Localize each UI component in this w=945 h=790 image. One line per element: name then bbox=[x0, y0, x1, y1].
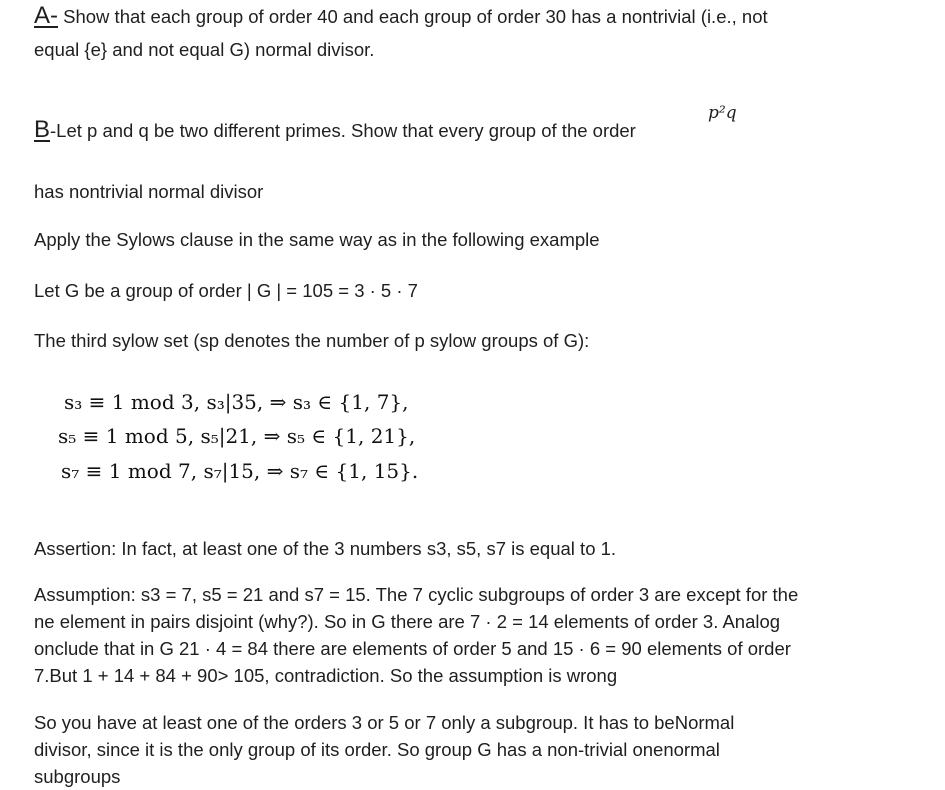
assumption-line-3: onclude that in G 21 · 4 = 84 there are elements of order 5 and 15 · 6 = 90 elements of order bbox=[34, 638, 791, 659]
math-line-s7: s₇ ≡ 1 mod 7, s₇|15, ⇒ s₇ ∈ {1, 15}. bbox=[61, 459, 419, 483]
example-line: Let G be a group of order | G | = 105 = 3 · 5 · 7 bbox=[34, 280, 418, 301]
part-a-line2: equal {e} and not equal G) normal divisor. bbox=[34, 39, 375, 60]
math-line-s3: s₃ ≡ 1 mod 3, s₃|35, ⇒ s₃ ∈ {1, 7}, bbox=[64, 390, 409, 414]
part-a-line1 bbox=[34, 2, 768, 30]
conclusion-line-2: divisor, since it is the only group of its order. So group G has a non-trivial onenormal bbox=[34, 739, 720, 760]
sylow-intro: The third sylow set (sp denotes the number of p sylow groups of G): bbox=[34, 330, 590, 351]
part-b-line1 bbox=[34, 116, 636, 144]
assumption-line-1: Assumption: s3 = 7, s5 = 21 and s7 = 15. The 7 cyclic subgroups of order 3 are except for the bbox=[34, 584, 799, 605]
order-formula: p²q bbox=[708, 103, 737, 123]
part-b-label: B bbox=[34, 116, 51, 143]
assumption-line-2: ne element in pairs disjoint (why?). So in G there are 7 · 2 = 14 elements of order 3. Analog bbox=[34, 611, 781, 632]
part-a-text: Show that each group of order 40 and each group of order 30 has a nontrivial (i.e., not bbox=[58, 6, 768, 27]
assertion-text: Assertion: In fact, at least one of the 3 numbers s3, s5, s7 is equal to 1. bbox=[34, 538, 617, 559]
part-a-label: A- bbox=[34, 2, 58, 29]
assumption-line-4: 7.But 1 + 14 + 84 + 90> 105, contradiction. So the assumption is wrong bbox=[34, 665, 618, 686]
conclusion-line-1: So you have at least one of the orders 3 or 5 or 7 only a subgroup. It has to beNormal bbox=[34, 712, 735, 733]
conclusion-line-3: subgroups bbox=[34, 766, 121, 787]
part-b-text: -Let p and q be two different primes. Show that every group of the order bbox=[50, 120, 636, 141]
instruction-text: Apply the Sylows clause in the same way as in the following example bbox=[34, 229, 600, 250]
math-line-s5: s₅ ≡ 1 mod 5, s₅|21, ⇒ s₅ ∈ {1, 21}, bbox=[58, 424, 416, 448]
part-b-line2: has nontrivial normal divisor bbox=[34, 181, 264, 202]
